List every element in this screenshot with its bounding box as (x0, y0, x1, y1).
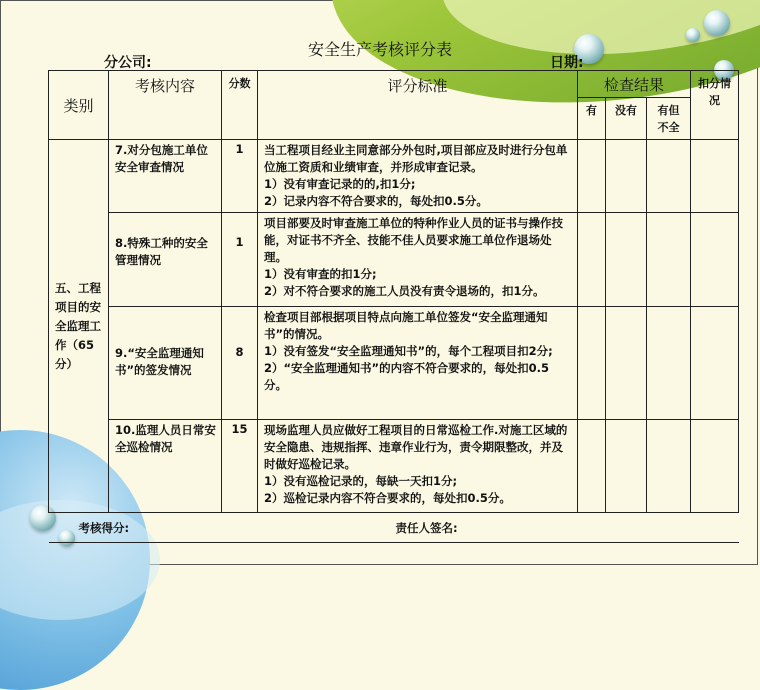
footer-row (49, 513, 739, 543)
col-header-partial: 有但不全 (647, 98, 691, 140)
water-drop-icon (704, 10, 730, 36)
result-partial-cell[interactable] (647, 307, 691, 420)
col-header-no: 没有 (606, 98, 647, 140)
table-row (49, 420, 739, 513)
col-header-deduct: 扣分情况 (691, 71, 739, 140)
col-header-standard: 评分标准 (258, 71, 578, 140)
result-no-cell[interactable] (606, 420, 647, 513)
deduct-cell[interactable] (691, 420, 739, 513)
standard-cell: 检查项目部根据项目特点向施工单位签发“安全监理通知书”的情况。 1）没有签发“安全监理通知书”的，每个工程项目扣2分; 2）“安全监理通知书”的内容不符合要求的，每处扣0.5分。 (258, 307, 578, 420)
result-no-cell[interactable] (606, 140, 647, 213)
item-cell: 10.监理人员日常安全巡检情况 (109, 420, 222, 513)
table-row (49, 140, 739, 213)
result-partial-cell[interactable] (647, 213, 691, 307)
standard-cell: 当工程项目经业主同意部分外包时,项目部应及时进行分包单位施工资质和业绩审查，并形成审查记录。 1）没有审查记录的的,扣1分; 2）记录内容不符合要求的，每处扣0.5分。 (258, 140, 578, 213)
result-partial-cell[interactable] (647, 140, 691, 213)
col-header-yes: 有 (578, 98, 606, 140)
result-no-cell[interactable] (606, 213, 647, 307)
result-yes-cell[interactable] (578, 420, 606, 513)
col-header-result: 检查结果 (578, 71, 691, 98)
item-cell: 9.“安全监理通知书”的签发情况 (109, 307, 222, 420)
table-row (49, 213, 739, 307)
col-header-content: 考核内容 (109, 71, 222, 140)
score-cell: 15 (222, 420, 258, 513)
standard-cell: 项目部要及时审查施工单位的特种作业人员的证书与操作技能，对证书不齐全、技能不佳人员要求施工单位作退场处理。 1）没有审查的扣1分; 2）对不符合要求的施工人员没有责令退场的，扣1分。 (258, 213, 578, 307)
company-label: 分公司: (104, 55, 152, 71)
col-header-category: 类别 (49, 71, 109, 140)
evaluation-table (48, 70, 739, 543)
col-header-score: 分数 (222, 71, 258, 140)
page-title: 安全生产考核评分表 (307, 40, 452, 59)
item-cell: 7.对分包施工单位安全审查情况 (109, 140, 222, 213)
standard-cell: 现场监理人员应做好工程项目的日常巡检工作.对施工区域的安全隐患、违规指挥、违章作业行为，责令期限整改，并及时做好巡检记录。 1）没有巡检记录的，每缺一天扣1分; 2）巡检记录内容不符合要求的，每处扣0.5分。 (258, 420, 578, 513)
result-no-cell[interactable] (606, 307, 647, 420)
score-cell: 8 (222, 307, 258, 420)
score-total-label: 考核得分: (49, 513, 258, 543)
table-row (49, 307, 739, 420)
result-partial-cell[interactable] (647, 420, 691, 513)
result-yes-cell[interactable] (578, 140, 606, 213)
result-yes-cell[interactable] (578, 307, 606, 420)
category-cell: 五、工程项目的安全监理工作（65分） (49, 140, 109, 513)
signature-label: 责任人签名: (258, 513, 739, 543)
result-yes-cell[interactable] (578, 213, 606, 307)
deduct-cell[interactable] (691, 307, 739, 420)
item-cell: 8.特殊工种的安全管理情况 (109, 213, 222, 307)
date-label: 日期: (550, 55, 584, 71)
score-cell: 1 (222, 213, 258, 307)
deduct-cell[interactable] (691, 213, 739, 307)
score-cell: 1 (222, 140, 258, 213)
deduct-cell[interactable] (691, 140, 739, 213)
